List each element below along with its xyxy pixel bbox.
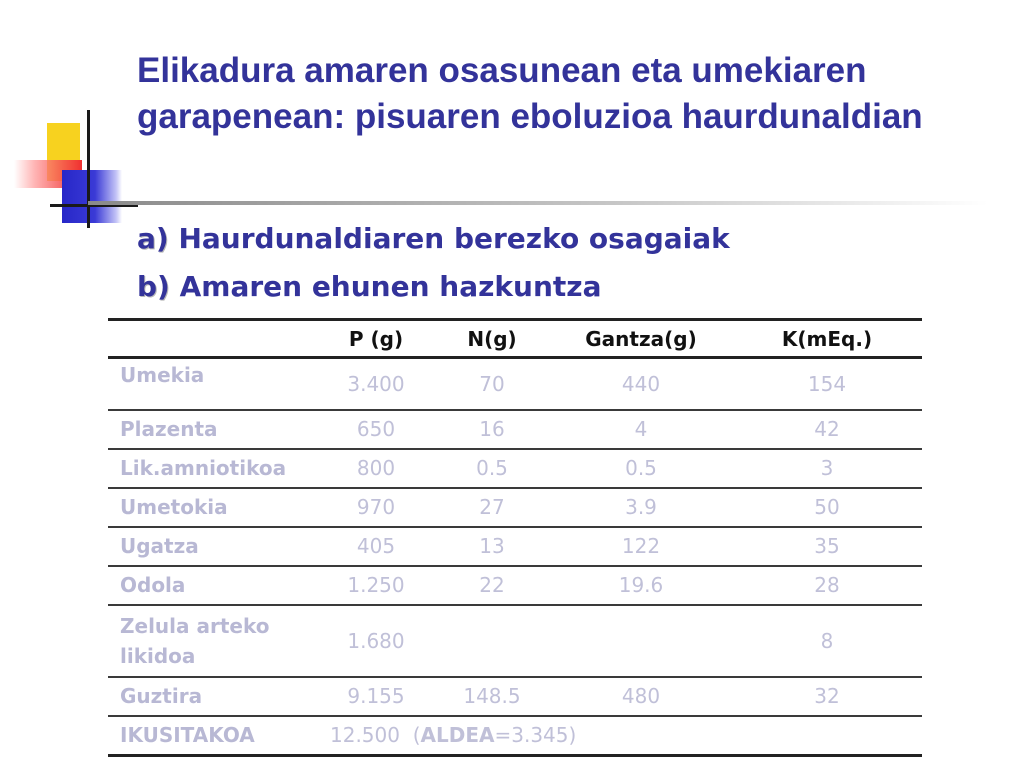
- cell-p: 650: [356, 417, 396, 441]
- cell-k: 28: [814, 573, 840, 597]
- subtitle-a-text: Haurdunaldiaren berezko osagaiak: [178, 222, 730, 255]
- cell-gantza: [550, 605, 732, 677]
- cell-p: 1.250: [347, 573, 405, 597]
- observed-open-paren: (: [412, 723, 421, 748]
- table-row: [108, 449, 922, 488]
- cell-k: 35: [814, 534, 840, 558]
- subtitle-a: [137, 221, 730, 257]
- subtitle-a-marker: a): [137, 222, 169, 255]
- row-label: Umekia: [120, 363, 205, 387]
- cell-n: 27: [479, 495, 505, 519]
- subtitle-b-marker: b): [137, 270, 170, 303]
- observed-diff-eq: =: [494, 723, 512, 748]
- subtitle-b: [137, 269, 601, 305]
- cell-n: 70: [479, 371, 505, 396]
- cell-n: [434, 605, 550, 677]
- cell-p: 3.400: [347, 371, 405, 396]
- cell-n: 13: [479, 534, 505, 558]
- cell-gantza: 4: [634, 417, 648, 441]
- composition-table: [108, 318, 922, 757]
- observed-label: IKUSITAKOA: [120, 723, 255, 748]
- cell-p: 405: [356, 534, 396, 558]
- cell-k: 8: [820, 628, 834, 653]
- cell-gantza: 122: [621, 534, 661, 558]
- row-label: Plazenta: [120, 417, 218, 441]
- observed-row: [108, 716, 922, 756]
- total-k: 32: [814, 684, 840, 708]
- cell-n: 0.5: [476, 456, 508, 480]
- header-gantza: Gantza(g): [585, 326, 697, 351]
- row-label: Ugatza: [120, 534, 199, 558]
- header-p: P (g): [348, 326, 404, 351]
- cell-gantza: 0.5: [625, 456, 657, 480]
- table-header-row: [108, 320, 922, 358]
- header-n: N(g): [467, 326, 517, 351]
- total-p: 9.155: [347, 684, 405, 708]
- logo-blue-square: [62, 170, 122, 223]
- cell-n: 16: [479, 417, 505, 441]
- observed-summary: [318, 716, 922, 756]
- row-label: Zelula arteko likidoa: [120, 613, 270, 668]
- total-n: 148.5: [463, 684, 521, 708]
- header-k: K(mEq.): [781, 326, 873, 351]
- logo-vertical-line: [87, 110, 90, 228]
- cell-k: 154: [807, 371, 847, 396]
- observed-diff-label: ALDEA: [420, 723, 495, 748]
- table-row: [108, 488, 922, 527]
- row-label: Umetokia: [120, 495, 228, 519]
- table-row: [108, 566, 922, 605]
- cell-p: 1.680: [347, 628, 405, 653]
- cell-p: 970: [356, 495, 396, 519]
- total-gantza: 480: [621, 684, 661, 708]
- header-empty: [108, 320, 318, 358]
- table-row: [108, 605, 922, 677]
- table-row: [108, 527, 922, 566]
- cell-k: 50: [814, 495, 840, 519]
- subtitle-b-text: Amaren ehunen hazkuntza: [179, 270, 602, 303]
- observed-value: 12.500: [330, 723, 400, 748]
- observed-diff-value: 3.345: [511, 723, 569, 748]
- total-label: Guztira: [120, 684, 203, 708]
- total-row: [108, 677, 922, 716]
- row-label: Odola: [120, 573, 186, 597]
- observed-close-paren: ): [568, 723, 577, 748]
- table-row: [108, 358, 922, 410]
- table-row: [108, 410, 922, 449]
- cell-k: 42: [814, 417, 840, 441]
- cell-p: 800: [356, 456, 396, 480]
- cell-n: 22: [479, 573, 505, 597]
- cell-gantza: 3.9: [625, 495, 657, 519]
- cell-k: 3: [820, 456, 834, 480]
- row-label: Lik.amniotikoa: [120, 456, 287, 480]
- cell-gantza: 19.6: [618, 573, 664, 597]
- title-underline: [88, 201, 988, 205]
- slide-title: Elikadura amaren osasunean eta umekiaren garapenean: pisuaren eboluzioa haurdunaldian: [137, 51, 923, 136]
- cell-gantza: 440: [621, 371, 661, 396]
